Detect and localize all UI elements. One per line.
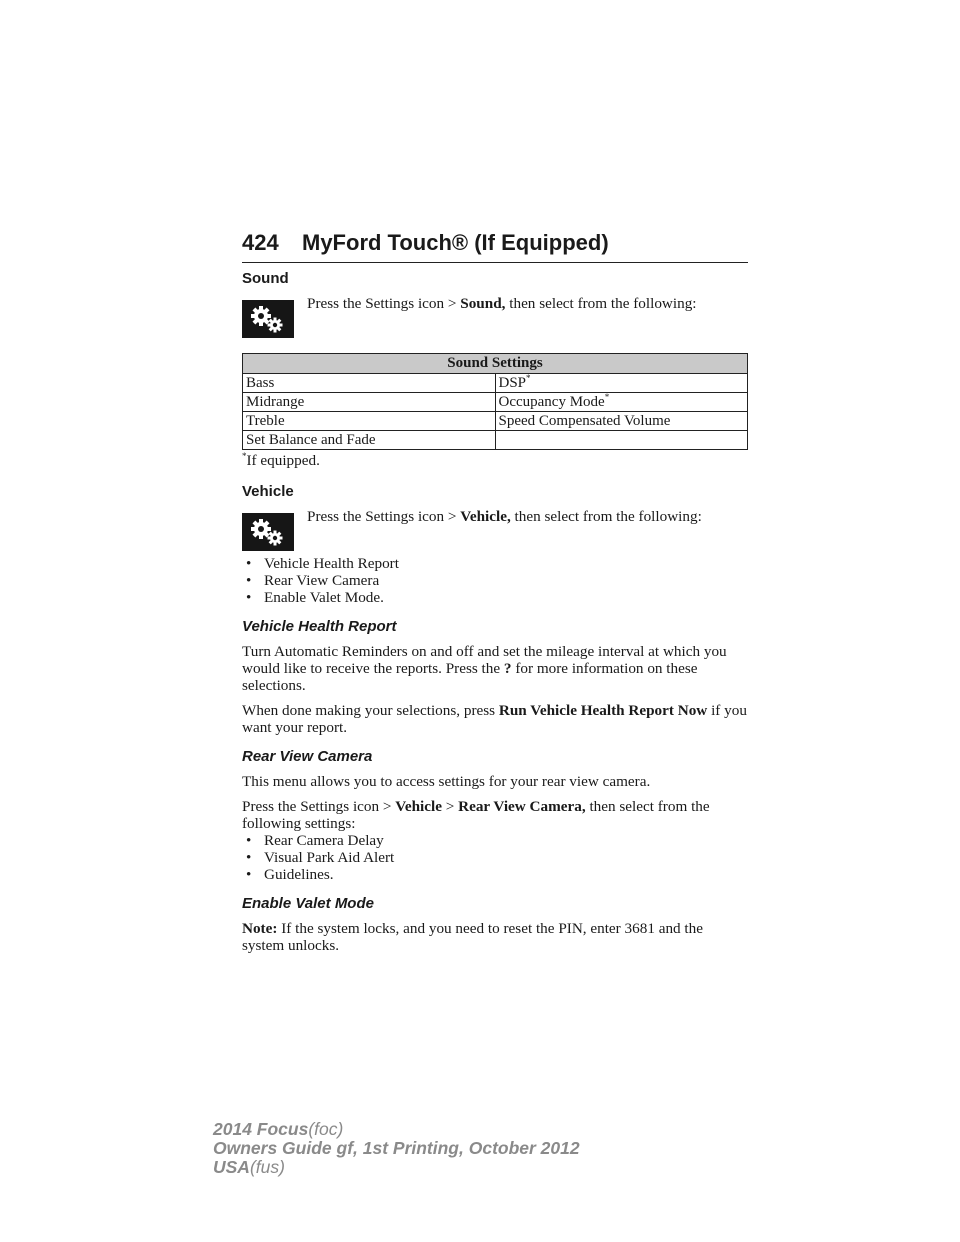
table-row bbox=[243, 431, 748, 450]
health-report-paragraph bbox=[242, 643, 748, 694]
camera-p2-rear-view: Rear View Camera, bbox=[458, 798, 586, 815]
sound-intro-bold: Sound, bbox=[460, 295, 506, 312]
sound-intro-suffix: then select from the following: bbox=[509, 295, 697, 312]
list-item: • Rear Camera Delay bbox=[242, 832, 748, 849]
footer-market: USA bbox=[213, 1157, 250, 1177]
table-cell bbox=[495, 374, 748, 393]
list-item: • Guidelines. bbox=[242, 866, 748, 883]
health-p2-text: When done making your selections, press bbox=[242, 702, 496, 719]
vehicle-menu-list bbox=[242, 555, 748, 606]
footnote-text: If equipped. bbox=[246, 452, 320, 469]
table-cell: Bass bbox=[243, 374, 496, 393]
table-cell bbox=[495, 393, 748, 412]
list-item: • Enable Valet Mode. bbox=[242, 589, 748, 606]
camera-p2-vehicle: Vehicle bbox=[395, 798, 442, 815]
table-cell: Speed Compensated Volume bbox=[495, 412, 748, 431]
footer-market-code: (fus) bbox=[249, 1157, 285, 1177]
health-p2-suffix: if you want your report. bbox=[242, 702, 747, 736]
footer-line-1 bbox=[213, 1120, 580, 1139]
page-footer bbox=[213, 1120, 580, 1177]
settings-gears-icon bbox=[242, 300, 294, 338]
page-number: 424 bbox=[242, 230, 279, 255]
footer-model: 2014 Focus bbox=[213, 1119, 309, 1139]
list-item: • Visual Park Aid Alert bbox=[242, 849, 748, 866]
run-report-label: Run Vehicle Health Report Now bbox=[498, 702, 708, 719]
rear-camera-heading: Rear View Camera bbox=[242, 748, 373, 765]
table-cell-text: Occupancy Mode bbox=[498, 393, 605, 410]
health-report-run-paragraph bbox=[242, 702, 748, 736]
valet-note bbox=[242, 920, 748, 954]
footnote-asterisk: * bbox=[604, 391, 610, 402]
table-cell-text: DSP bbox=[498, 374, 527, 391]
list-item: • Vehicle Health Report bbox=[242, 555, 748, 572]
sound-settings-table bbox=[242, 353, 748, 450]
table-row bbox=[243, 412, 748, 431]
table-cell: Midrange bbox=[243, 393, 496, 412]
health-report-heading: Vehicle Health Report bbox=[242, 618, 397, 635]
footer-model-code: (foc) bbox=[308, 1119, 344, 1139]
footnote-asterisk: * bbox=[526, 372, 531, 383]
vehicle-intro-text bbox=[307, 508, 748, 525]
camera-p2-prefix: Press the Settings icon > bbox=[242, 798, 392, 815]
settings-gears-icon bbox=[242, 513, 294, 551]
valet-mode-heading: Enable Valet Mode bbox=[242, 895, 374, 912]
rear-camera-paragraph: This menu allows you to access settings for your rear view camera. bbox=[242, 773, 651, 790]
table-cell: Treble bbox=[243, 412, 496, 431]
vehicle-intro bbox=[242, 508, 748, 551]
help-question-mark: ? bbox=[503, 660, 512, 677]
table-header: Sound Settings bbox=[243, 354, 748, 374]
footnote bbox=[242, 452, 748, 469]
vehicle-intro-suffix: then select from the following: bbox=[514, 508, 702, 525]
footer-line-3 bbox=[213, 1158, 580, 1177]
footer-line-2: Owners Guide gf, 1st Printing, October 2012 bbox=[213, 1138, 580, 1158]
camera-p2-separator: > bbox=[445, 798, 455, 815]
vehicle-intro-bold: Vehicle, bbox=[460, 508, 511, 525]
list-item: • Rear View Camera bbox=[242, 572, 748, 589]
table-cell bbox=[495, 431, 748, 450]
note-text: If the system locks, and you need to reset the PIN, enter 3681 and the system unlocks. bbox=[242, 920, 703, 954]
footnote-mark: * bbox=[242, 450, 247, 461]
note-label: Note: bbox=[242, 920, 278, 937]
sound-intro-text bbox=[307, 295, 748, 312]
table-row bbox=[243, 374, 748, 393]
camera-settings-list bbox=[242, 832, 748, 883]
vehicle-heading: Vehicle bbox=[242, 483, 294, 500]
health-p1-suffix: for more information on these selections. bbox=[242, 660, 698, 694]
sound-intro bbox=[242, 295, 748, 338]
chapter-title: MyFord Touch® (If Equipped) bbox=[302, 230, 609, 255]
health-p1-text: Turn Automatic Reminders on and off and set the mileage interval at which you would like to receive the reports. Press the bbox=[242, 643, 727, 677]
vehicle-intro-prefix: Press the Settings icon > bbox=[307, 508, 457, 525]
sound-intro-prefix: Press the Settings icon > bbox=[307, 295, 457, 312]
camera-p2-suffix: then select from the following settings: bbox=[242, 798, 710, 832]
page-header bbox=[242, 230, 748, 263]
rear-camera-path-paragraph bbox=[242, 798, 748, 832]
table-row bbox=[243, 393, 748, 412]
page-content bbox=[242, 270, 748, 954]
sound-heading: Sound bbox=[242, 270, 289, 287]
table-cell: Set Balance and Fade bbox=[243, 431, 496, 450]
